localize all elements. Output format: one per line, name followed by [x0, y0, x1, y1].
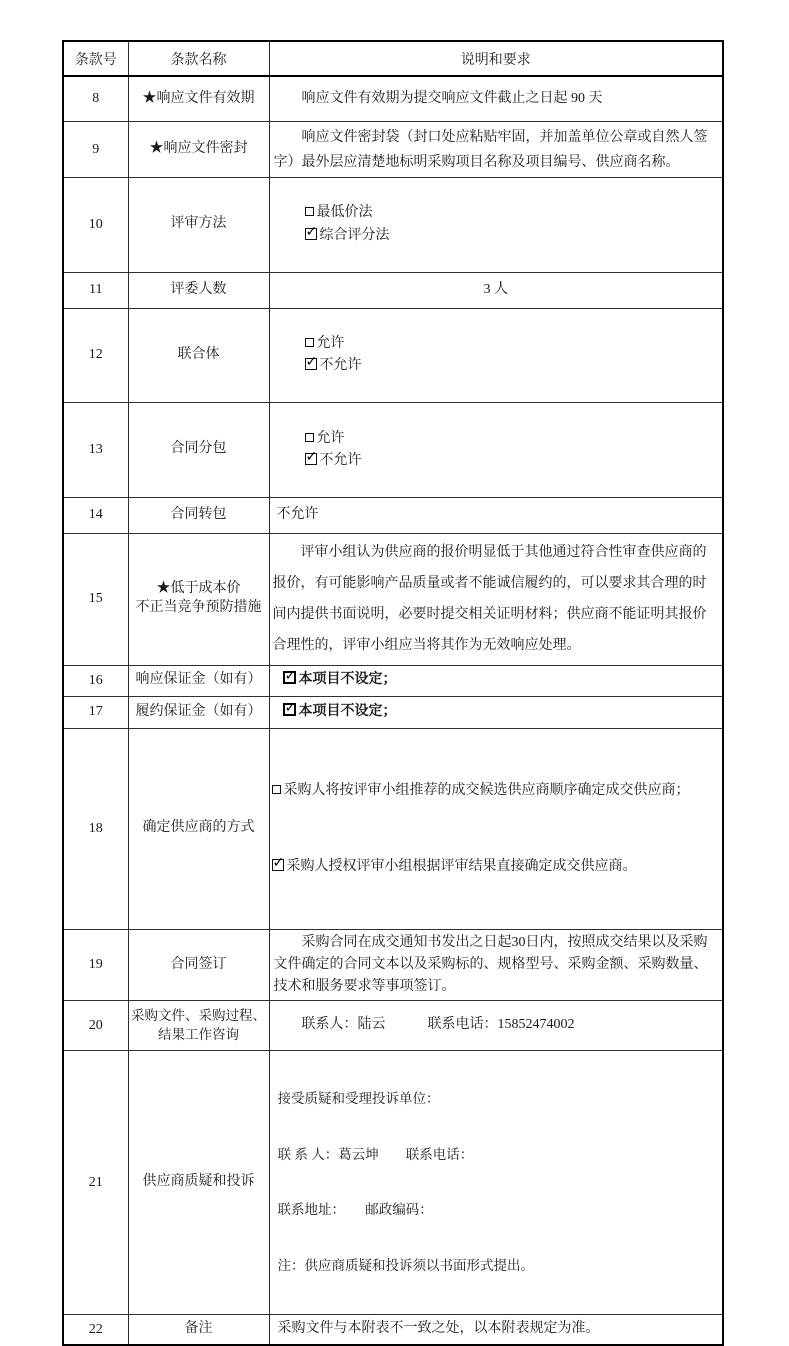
option-comprehensive-scoring: [305, 225, 390, 247]
clause-description: 评审小组认为供应商的报价明显低于其他通过符合性审查供应商的报价，有可能影响产品质量或者不能诚信履约的，可以要求其合理的时间内提供书面说明，必要时提交相关证明材料；供应商不能证明其报价合理性的，评审小组应当将其作为无效响应处理。: [269, 533, 723, 665]
table-row: [63, 696, 723, 728]
clause-number: 9: [63, 122, 128, 178]
clause-name: 履约保证金（如有）: [128, 696, 269, 728]
clause-description: [269, 728, 723, 929]
option-label: 综合评分法: [319, 227, 390, 243]
table-row: [63, 728, 723, 929]
option-not-allowed: [305, 355, 362, 377]
clause-description: 采购合同在成交通知书发出之日起30日内，按照成交结果以及采购文件确定的合同文本以及采购标的、规格型号、采购金额、采购数量、技术和服务要求等事项签订。: [269, 930, 723, 1001]
table-row: [63, 665, 723, 696]
clause-description: 3 人: [269, 272, 723, 308]
table-row: [63, 122, 723, 178]
option-label: 不允许: [319, 452, 362, 468]
checkbox-icon: [283, 703, 296, 716]
checkbox-icon: [305, 228, 317, 240]
checkbox-icon: [305, 453, 317, 465]
clause-number: 22: [63, 1315, 128, 1346]
clause-name: 合同转包: [128, 497, 269, 533]
option-label: 采购人授权评审小组根据评审结果直接确定成交供应商。: [286, 859, 637, 875]
table-row: [63, 308, 723, 403]
clause-number: 15: [63, 533, 128, 665]
clause-table: [62, 40, 724, 1346]
option-panel-direct-decision: [272, 851, 721, 882]
clause-name: 合同分包: [128, 403, 269, 498]
header-clause-name: 条款名称: [128, 41, 269, 76]
checkbox-icon: [305, 338, 314, 347]
checkbox-icon: [272, 785, 281, 794]
clause-description: [269, 665, 723, 696]
clause-name-line2: 不正当竞争预防措施: [135, 600, 262, 616]
clause-description: 响应文件密封袋（封口处应粘贴牢固，并加盖单位公章或自然人签字）最外层应清楚地标明采购项目名称及项目编号、供应商名称。: [269, 122, 723, 178]
clause-number: 18: [63, 728, 128, 929]
clause-description: 不允许: [269, 497, 723, 533]
option-label: 采购人将按评审小组推荐的成交候选供应商顺序确定成交供应商；: [283, 783, 690, 799]
clause-name: [128, 533, 269, 665]
clause-description: [269, 1051, 723, 1315]
clause-name-line2: 结果工作咨询: [158, 1026, 239, 1042]
option-not-allowed: [305, 450, 362, 472]
clause-description: [269, 178, 723, 273]
table-row: [63, 76, 723, 122]
clause-name: 供应商质疑和投诉: [128, 1051, 269, 1315]
complaint-address-line: 联系地址： 邮政编码：: [277, 1202, 433, 1218]
clause-name: 备注: [128, 1315, 269, 1346]
clause-number: 17: [63, 696, 128, 728]
clause-number: 19: [63, 930, 128, 1001]
option-label: 本项目不设定；: [298, 703, 397, 719]
clause-description: 响应文件有效期为提交响应文件截止之日起 90 天: [269, 76, 723, 122]
table-row: [63, 533, 723, 665]
option-label: 不允许: [319, 358, 362, 374]
complaint-contact-line: 联 系 人：葛云坤 联系电话：: [277, 1146, 474, 1162]
clause-number: 12: [63, 308, 128, 403]
header-description: 说明和要求: [269, 41, 723, 76]
option-allowed: [305, 333, 409, 355]
clause-number: 14: [63, 497, 128, 533]
table-row: [63, 1051, 723, 1315]
clause-name-line1: ★低于成本价: [156, 581, 241, 597]
option-label: 最低价法: [316, 205, 373, 221]
clause-number: 13: [63, 403, 128, 498]
clause-description: [269, 696, 723, 728]
checkbox-icon: [283, 671, 296, 684]
table-row: [63, 1315, 723, 1346]
option-lowest-price: [305, 202, 409, 224]
clause-description: 联系人：陆云 联系电话：15852474002: [269, 1001, 723, 1051]
clause-number: 20: [63, 1001, 128, 1051]
clause-name: 评委人数: [128, 272, 269, 308]
option-label: 本项目不设定；: [298, 672, 397, 688]
clause-description: [269, 403, 723, 498]
table-row: [63, 930, 723, 1001]
complaint-note-line: 注：供应商质疑和投诉须以书面形式提出。: [277, 1257, 534, 1273]
clause-name: 评审方法: [128, 178, 269, 273]
table-row: [63, 403, 723, 498]
clause-number: 16: [63, 665, 128, 696]
table-row: [63, 497, 723, 533]
table-row: [63, 1001, 723, 1051]
table-row: [63, 178, 723, 273]
header-clause-number: 条款号: [63, 41, 128, 76]
option-label: 允许: [316, 335, 345, 351]
clause-number: 21: [63, 1051, 128, 1315]
option-allowed: [305, 428, 409, 450]
clause-name-line1: 采购文件、采购过程、: [131, 1008, 266, 1024]
clause-name: 合同签订: [128, 930, 269, 1001]
clause-name: [128, 1001, 269, 1051]
clause-number: 10: [63, 178, 128, 273]
clause-name: 响应保证金（如有）: [128, 665, 269, 696]
clause-name: ★响应文件有效期: [128, 76, 269, 122]
table-header-row: [63, 41, 723, 76]
checkbox-icon: [305, 358, 317, 370]
checkbox-icon: [305, 207, 314, 216]
complaint-unit-line: 接受质疑和受理投诉单位：: [277, 1091, 440, 1107]
clause-name: 确定供应商的方式: [128, 728, 269, 929]
clause-number: 8: [63, 76, 128, 122]
option-buyer-ranked-order: [272, 775, 721, 806]
option-label: 允许: [316, 430, 345, 446]
clause-name: 联合体: [128, 308, 269, 403]
clause-name: ★响应文件密封: [128, 122, 269, 178]
clause-number: 11: [63, 272, 128, 308]
clause-description: [269, 308, 723, 403]
clause-description: 采购文件与本附表不一致之处，以本附表规定为准。: [269, 1315, 723, 1346]
table-row: [63, 272, 723, 308]
checkbox-icon: [305, 433, 314, 442]
checkbox-icon: [272, 859, 284, 871]
